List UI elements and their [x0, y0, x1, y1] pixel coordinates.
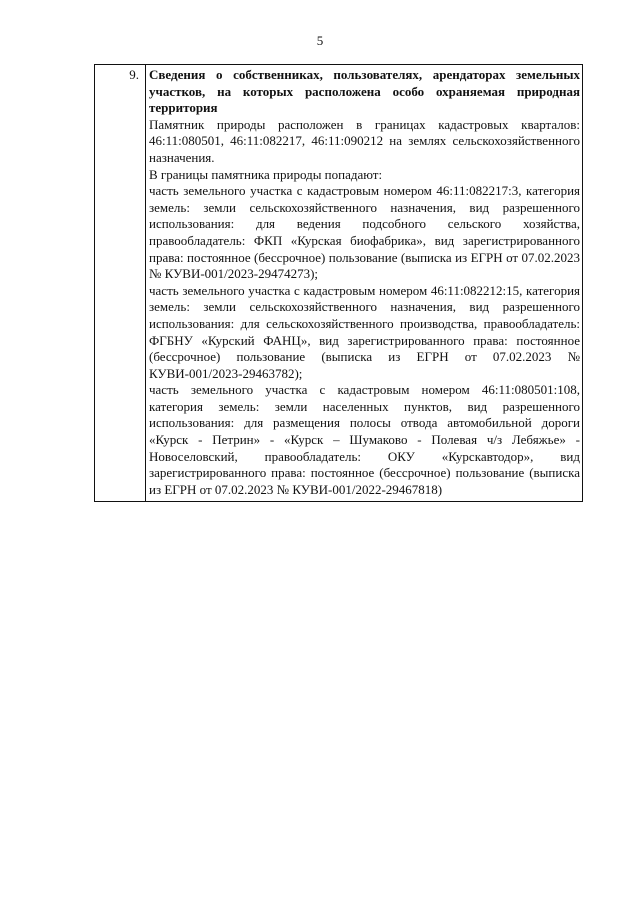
paragraph-cadastral-quarters: Памятник природы расположен в границах кадастровых кварталов: 46:11:080501, 46:11:082217, 46:11:090212 на землях сельскохозяйственного назначения.: [149, 116, 580, 165]
page-number: 5: [316, 33, 324, 48]
section-heading: Сведения о собственниках, пользователях, арендаторах земельных участков, на которых расположена особо охраняемая природная территория: [149, 67, 580, 116]
info-table: [94, 64, 583, 502]
paragraph-plot-2: часть земельного участка с кадастровым номером 46:11:082212:15, категория земель: земли сельскохозяйственного назначения, вид разрешенного использования: для сельскохозяйственного производства, правообладатель: ФГБНУ «Курский ФАНЦ», вид зарегистрированного права: постоянное (бессрочное) пользование (выписка из ЕГРН от 07.02.2023 № КУВИ-001/2023-29463782);: [149, 282, 580, 381]
paragraph-plot-3: часть земельного участка с кадастровым номером 46:11:080501:108, категория земель: земли населенных пунктов, вид разрешенного использования: для размещения полосы отвода автомобильной дороги «Курск - Петрин» - «Курск – Шумаково - Полевая ч/з Лебяжье» - Новоселовский, правообладатель: ОКУ «Курскавтодор», вид зарегистрированного права: постоянное (бессрочное) пользование (выписка из ЕГРН от 07.02.2023 № КУВИ-001/2022-29467818): [149, 382, 580, 497]
paragraph-boundaries-intro: В границы памятника природы попадают:: [149, 166, 383, 182]
row-content: [146, 65, 583, 502]
row-number: 9.: [95, 65, 146, 502]
paragraph-plot-1: часть земельного участка с кадастровым номером 46:11:082217:3, категория земель: земли сельскохозяйственного назначения, вид разрешенного использования: для ведения подсобного сельского хозяйства, правообладатель: ФКП «Курская биофабрика», вид зарегистрированного права: постоянное (бессрочное) пользование (выписка из ЕГРН от 07.02.2023 № КУВИ-001/2023-29474273);: [149, 183, 580, 282]
table-row: [95, 65, 583, 502]
